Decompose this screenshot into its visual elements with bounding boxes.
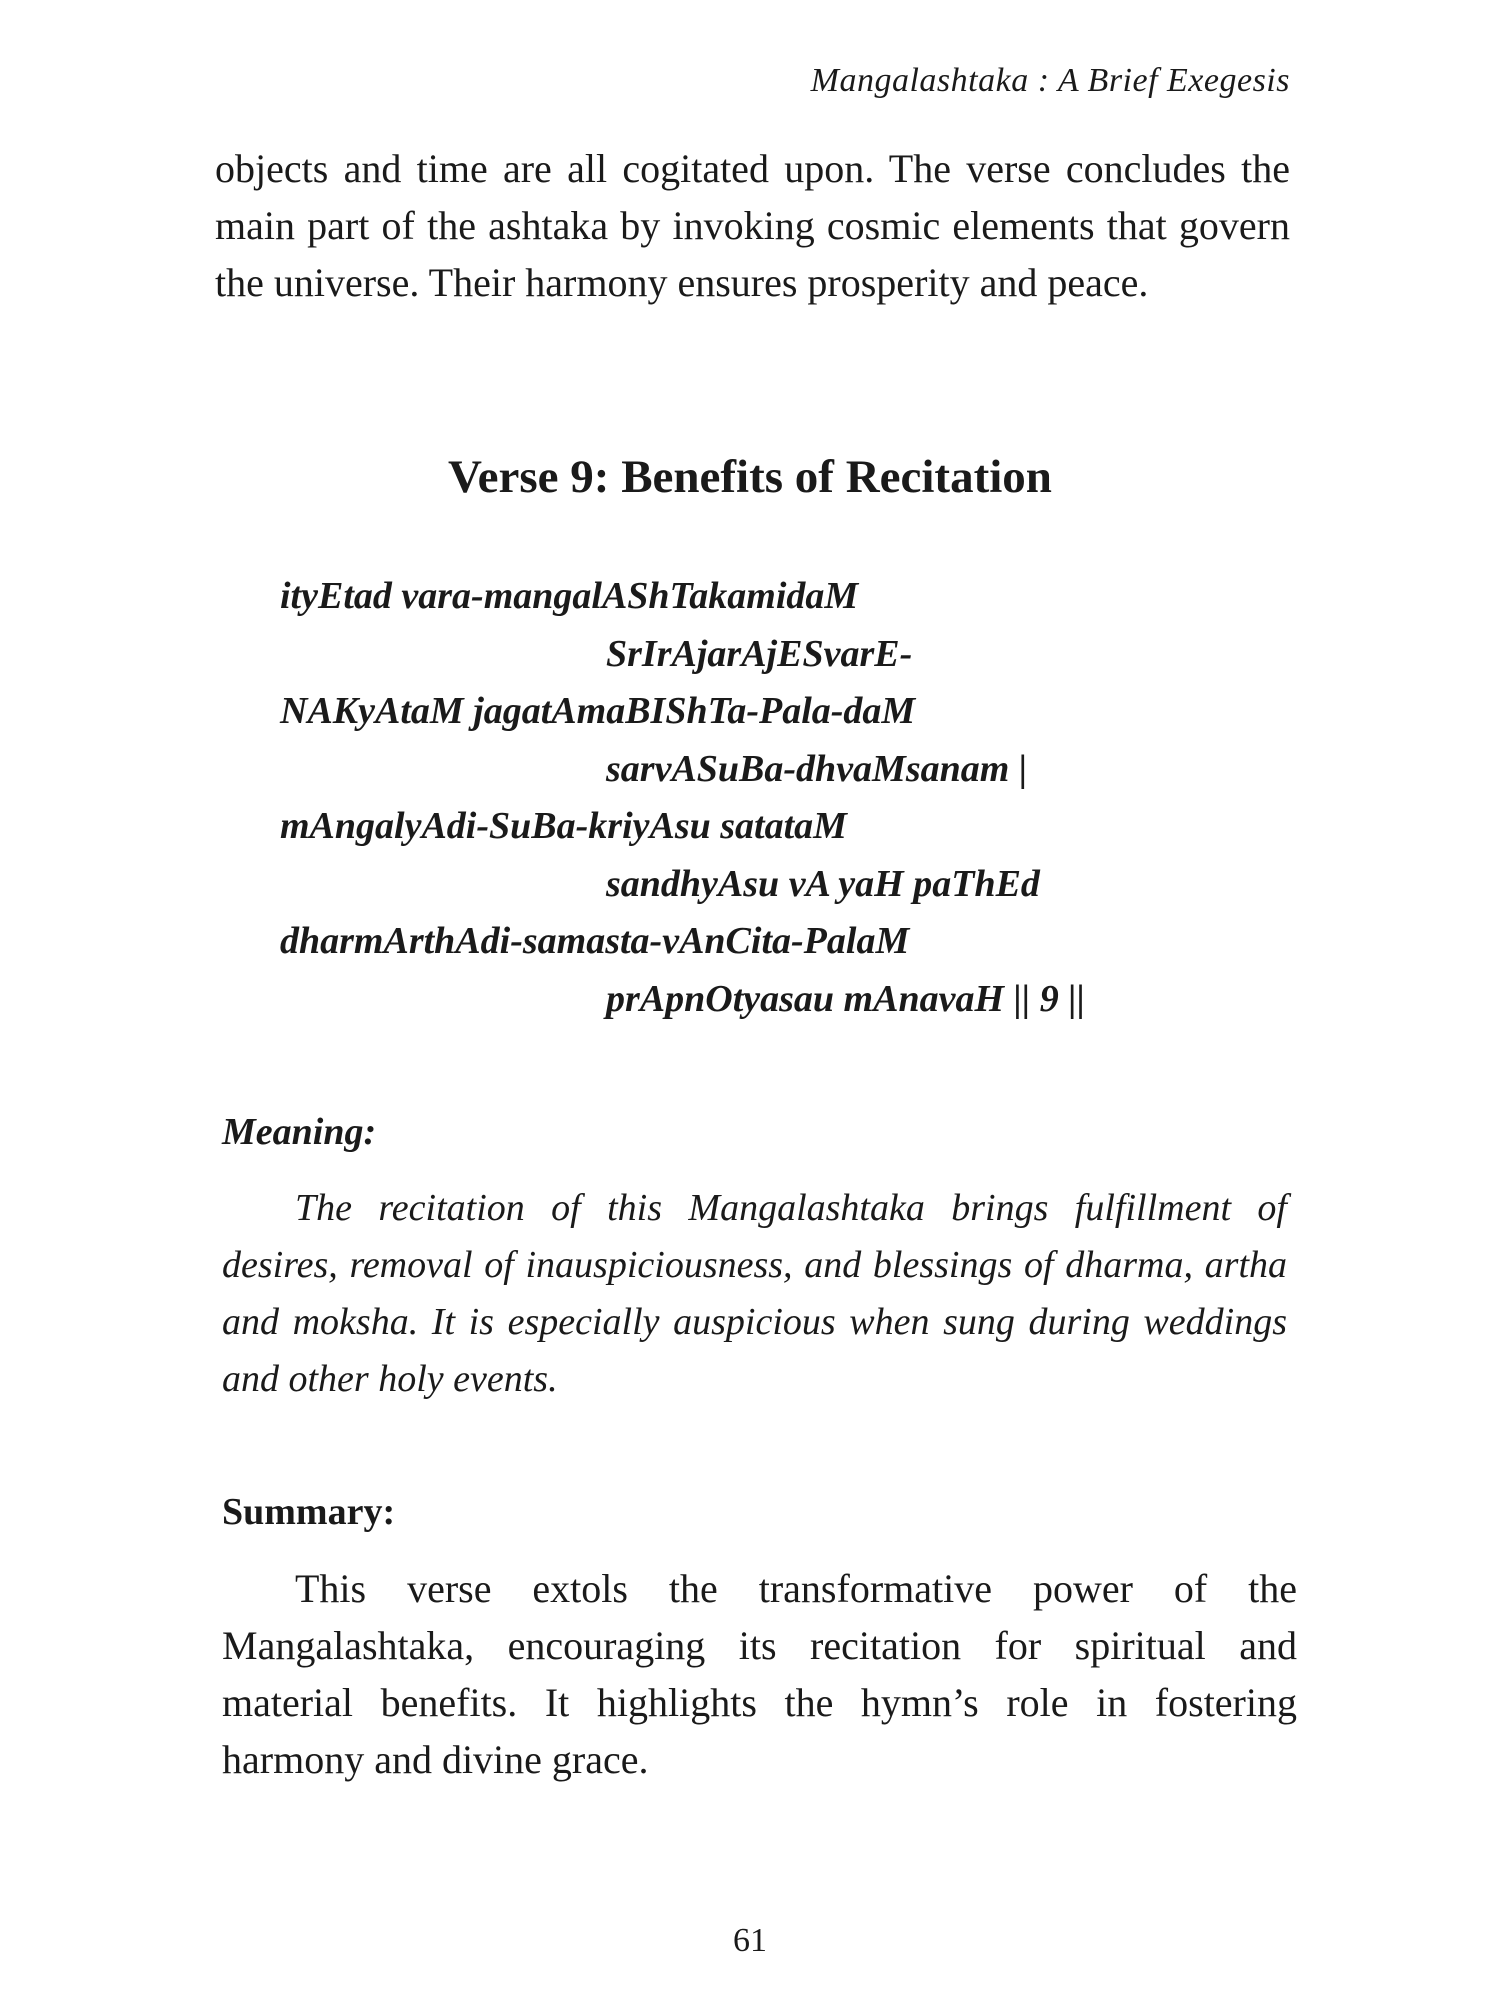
verse-line: dharmArthAdi-samasta-vAnCita-PalaM: [280, 920, 910, 962]
verse-line: sandhyAsu vA yaH paThEd: [606, 862, 1040, 905]
verse-line: NAKyAtaM jagatAmaBIShTa-Pala-daM: [280, 690, 916, 732]
running-head: Mangalashtaka : A Brief Exegesis: [810, 62, 1290, 99]
verse-line: sarvASuBa-dhvaMsanam |: [606, 747, 1028, 790]
verse-line: ityEtad vara-mangalAShTakamidaM: [280, 575, 859, 617]
verse-title: Verse 9: Benefits of Recitation: [448, 451, 1052, 503]
intro-paragraph: objects and time are all cogitated upon. The verse concludes the main part of the ashtaka by invoking cosmic elements that govern the universe. Their harmony ensures prosperity and peace.: [215, 146, 1290, 305]
meaning-heading: Meaning:: [222, 1111, 377, 1153]
meaning-text: The recitation of this Mangalashtaka brings fulfillment of desires, removal of inauspiciousness, and blessings of dharma, artha and moksha. It is especially auspicious when sung during weddings and other holy events.: [222, 1187, 1287, 1400]
verse-block: [280, 568, 1280, 1028]
verse-line: prApnOtyasau mAnavaH || 9 ||: [606, 977, 1085, 1020]
page-number: 61: [733, 1922, 767, 1959]
summary-heading: Summary:: [222, 1491, 396, 1533]
summary-text: This verse extols the transformative power of the Mangalashtaka, encouraging its recitation for spiritual and material benefits. It highlights the hymn’s role in fostering harmony and divine grace.: [222, 1566, 1297, 1782]
verse-line: mAngalyAdi-SuBa-kriyAsu satataM: [280, 805, 847, 847]
verse-line: SrIrAjarAjESvarE-: [606, 632, 913, 675]
